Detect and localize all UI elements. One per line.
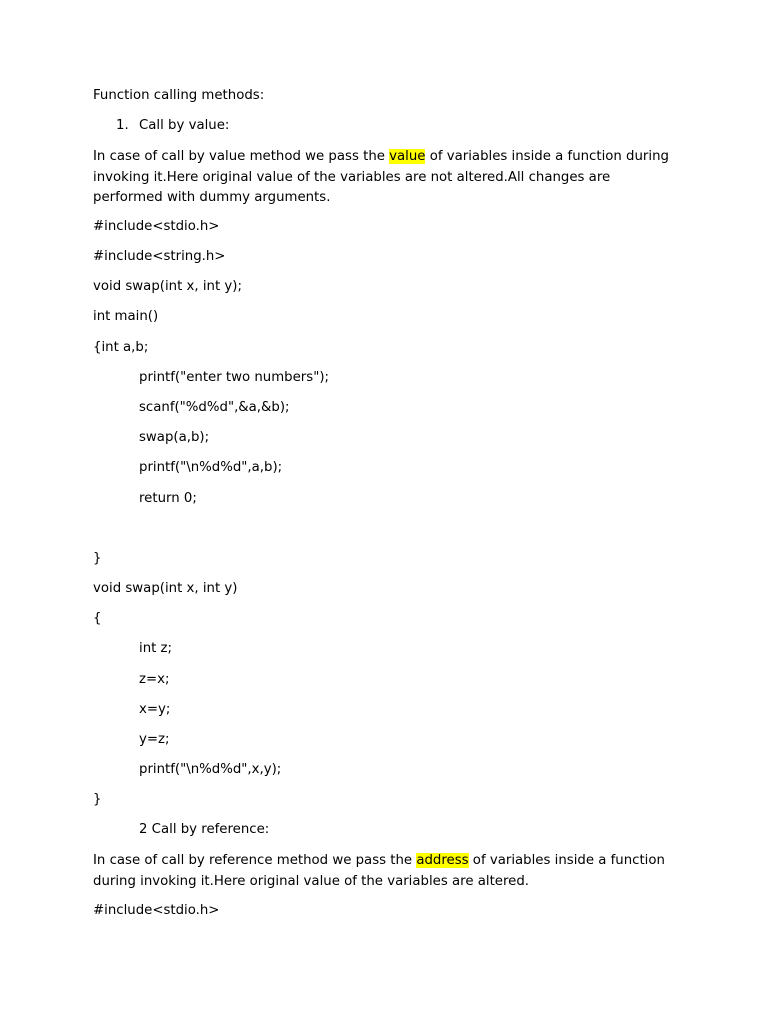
heading-text: Function calling methods: <box>93 88 265 103</box>
code-line: swap(a,b); <box>139 430 210 445</box>
paragraph-text: In case of call by value method we pass the <box>93 149 390 164</box>
code-line: y=z; <box>139 732 170 747</box>
code-line: } <box>93 551 102 566</box>
code-line: x=y; <box>139 702 171 717</box>
code-line: int main() <box>93 309 159 324</box>
code-line: return 0; <box>139 491 197 506</box>
code-line: #include<string.h> <box>93 249 226 264</box>
paragraph-text: In case of call by reference method we pass the <box>93 853 417 868</box>
code-line: #include<stdio.h> <box>93 903 220 918</box>
paragraph-call-by-reference <box>93 851 683 892</box>
paragraph-text: of variables inside a function during invoking it.Here original value of the variables are not altered.All changes are performed with dummy arguments. <box>93 149 669 205</box>
list-item-call-by-value: Call by value: <box>139 118 230 133</box>
paragraph-call-by-value <box>93 147 683 209</box>
list-item-call-by-reference: 2 Call by reference: <box>139 822 270 837</box>
code-line: int z; <box>139 641 173 656</box>
code-line: scanf("%d%d",&a,&b); <box>139 400 290 415</box>
paragraph-text: of variables inside a function during invoking it.Here original value of the variables are altered. <box>93 853 665 889</box>
code-line: } <box>93 792 102 807</box>
highlighted-word-address: address <box>416 853 469 868</box>
code-line: void swap(int x, int y) <box>93 581 238 596</box>
code-line: { <box>93 611 102 626</box>
code-line: printf("\n%d%d",a,b); <box>139 460 283 475</box>
code-line: void swap(int x, int y); <box>93 279 242 294</box>
list-number-1: 1. <box>116 118 129 133</box>
code-line: printf("\n%d%d",x,y); <box>139 762 282 777</box>
code-line: #include<stdio.h> <box>93 219 220 234</box>
highlighted-word-value: value <box>389 149 426 164</box>
code-line: z=x; <box>139 672 170 687</box>
code-line: printf("enter two numbers"); <box>139 370 329 385</box>
code-line: {int a,b; <box>93 340 149 355</box>
